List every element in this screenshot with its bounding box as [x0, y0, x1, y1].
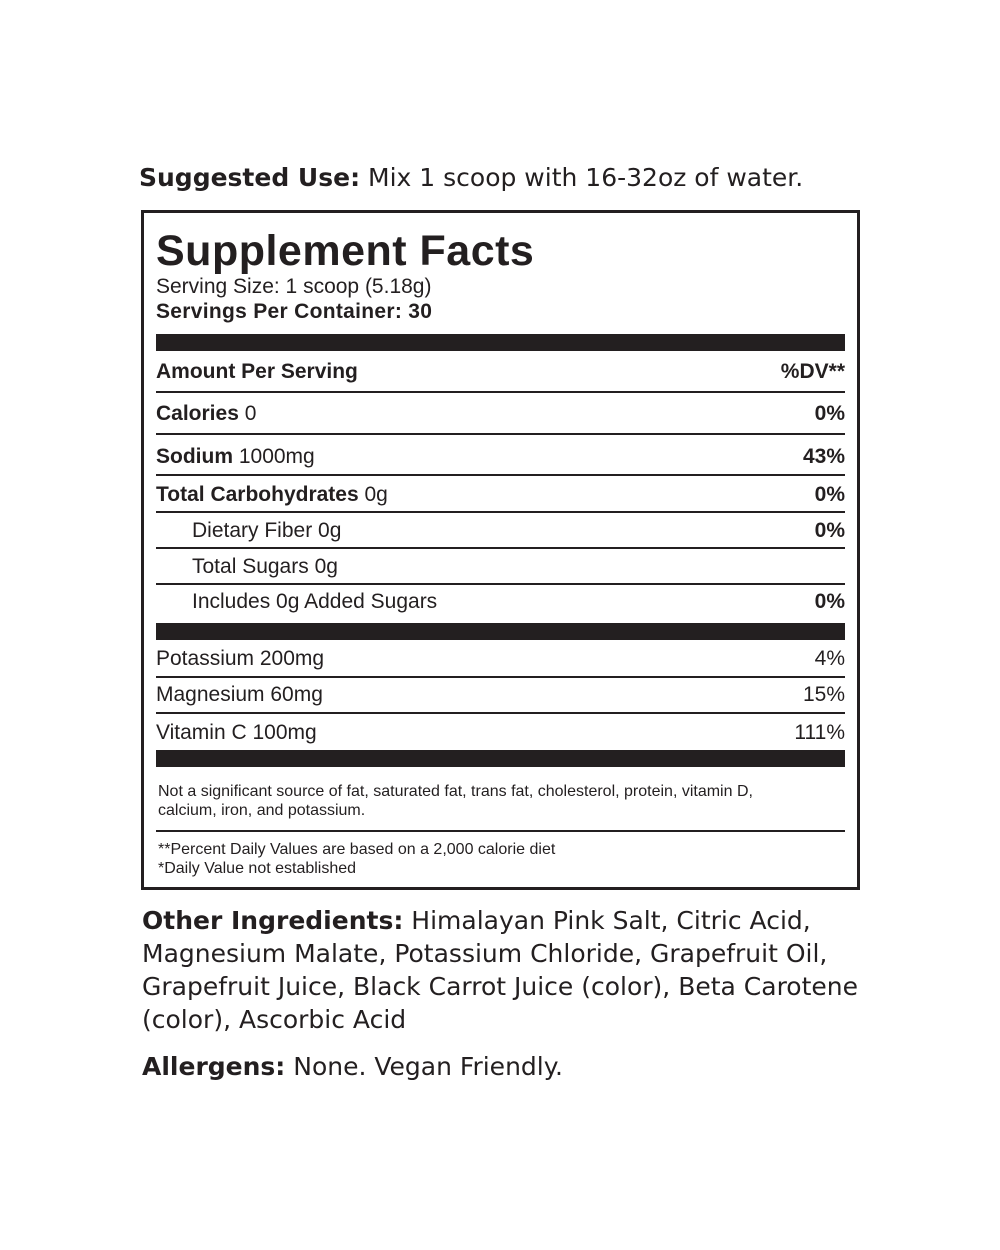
nutrient-amount: 0g	[358, 483, 388, 506]
divider	[156, 583, 845, 585]
other-ingredients-text: Himalayan Pink Salt, Citric Acid, Magnesium Malate, Potassium Chloride, Grapefruit Oil, Grapefruit Juice, Black Carrot Juice (color), Beta Carotene (color), Ascorbic Acid	[142, 906, 859, 1034]
nutrient-dv: 4%	[814, 647, 845, 670]
other-ingredients	[142, 904, 862, 1036]
nutrient-amount: 0	[238, 402, 257, 425]
row-added-sugars	[156, 589, 845, 615]
serving-size: Serving Size: 1 scoop (5.18g)	[156, 275, 432, 298]
row-sodium	[156, 444, 845, 470]
supplement-facts-panel	[141, 210, 860, 890]
row-vitamin-c	[156, 720, 845, 746]
divider	[156, 676, 845, 678]
row-magnesium	[156, 682, 845, 708]
not-significant-note: Not a significant source of fat, saturated fat, trans fat, cholesterol, protein, vitamin D, calcium, iron, and potassium.	[158, 783, 753, 819]
servings-per-container: Servings Per Container: 30	[156, 300, 433, 323]
allergens	[142, 1050, 563, 1083]
nutrient-amount: 1000mg	[233, 445, 315, 468]
nutrient-dv: 15%	[802, 683, 845, 706]
nutrient-dv: 43%	[802, 445, 845, 468]
nutrient-name: Sodium	[156, 445, 233, 468]
nutrient-dv: 111%	[794, 721, 845, 744]
row-dietary-fiber	[156, 518, 845, 544]
divider	[156, 391, 845, 393]
amount-per-serving-label: Amount Per Serving	[156, 360, 358, 383]
dv-header: %DV**	[780, 360, 845, 383]
allergens-text: None. Vegan Friendly.	[285, 1052, 563, 1081]
footnote-dv: **Percent Daily Values are based on a 2,000 calorie diet	[158, 841, 556, 858]
row-potassium	[156, 646, 845, 672]
nutrient-dv: 0%	[814, 519, 845, 542]
divider	[156, 547, 845, 549]
divider	[156, 474, 845, 476]
thick-divider	[156, 623, 845, 640]
nutrient-name: Dietary Fiber 0g	[192, 519, 342, 542]
suggested-use-text: Mix 1 scoop with 16-32oz of water.	[360, 163, 804, 192]
footnote-not-established: *Daily Value not established	[158, 860, 357, 877]
thick-divider	[156, 334, 845, 351]
nutrient-name: Includes 0g Added Sugars	[192, 590, 438, 613]
nutrient-dv: 0%	[814, 483, 845, 506]
nutrient-name: Potassium 200mg	[156, 647, 325, 670]
nutrient-name: Total Sugars 0g	[192, 555, 338, 578]
divider	[156, 712, 845, 714]
divider	[156, 433, 845, 435]
divider	[156, 511, 845, 513]
nutrient-name: Magnesium 60mg	[156, 683, 323, 706]
nutrient-name: Vitamin C 100mg	[156, 721, 317, 744]
thick-divider	[156, 750, 845, 767]
row-total-sugars	[156, 554, 845, 580]
suggested-use-label: Suggested Use:	[139, 163, 361, 192]
divider	[156, 830, 845, 832]
nutrient-name: Total Carbohydrates	[156, 483, 359, 506]
nutrient-dv: 0%	[814, 590, 845, 613]
header-row	[156, 359, 845, 385]
allergens-label: Allergens:	[142, 1052, 286, 1081]
other-ingredients-label: Other Ingredients:	[142, 906, 404, 935]
suggested-use	[139, 160, 803, 196]
row-total-carbohydrates	[156, 482, 845, 508]
nutrient-dv: 0%	[814, 402, 845, 425]
nutrient-name: Calories	[156, 402, 239, 425]
row-calories	[156, 401, 845, 427]
facts-title: Supplement Facts	[156, 227, 535, 275]
